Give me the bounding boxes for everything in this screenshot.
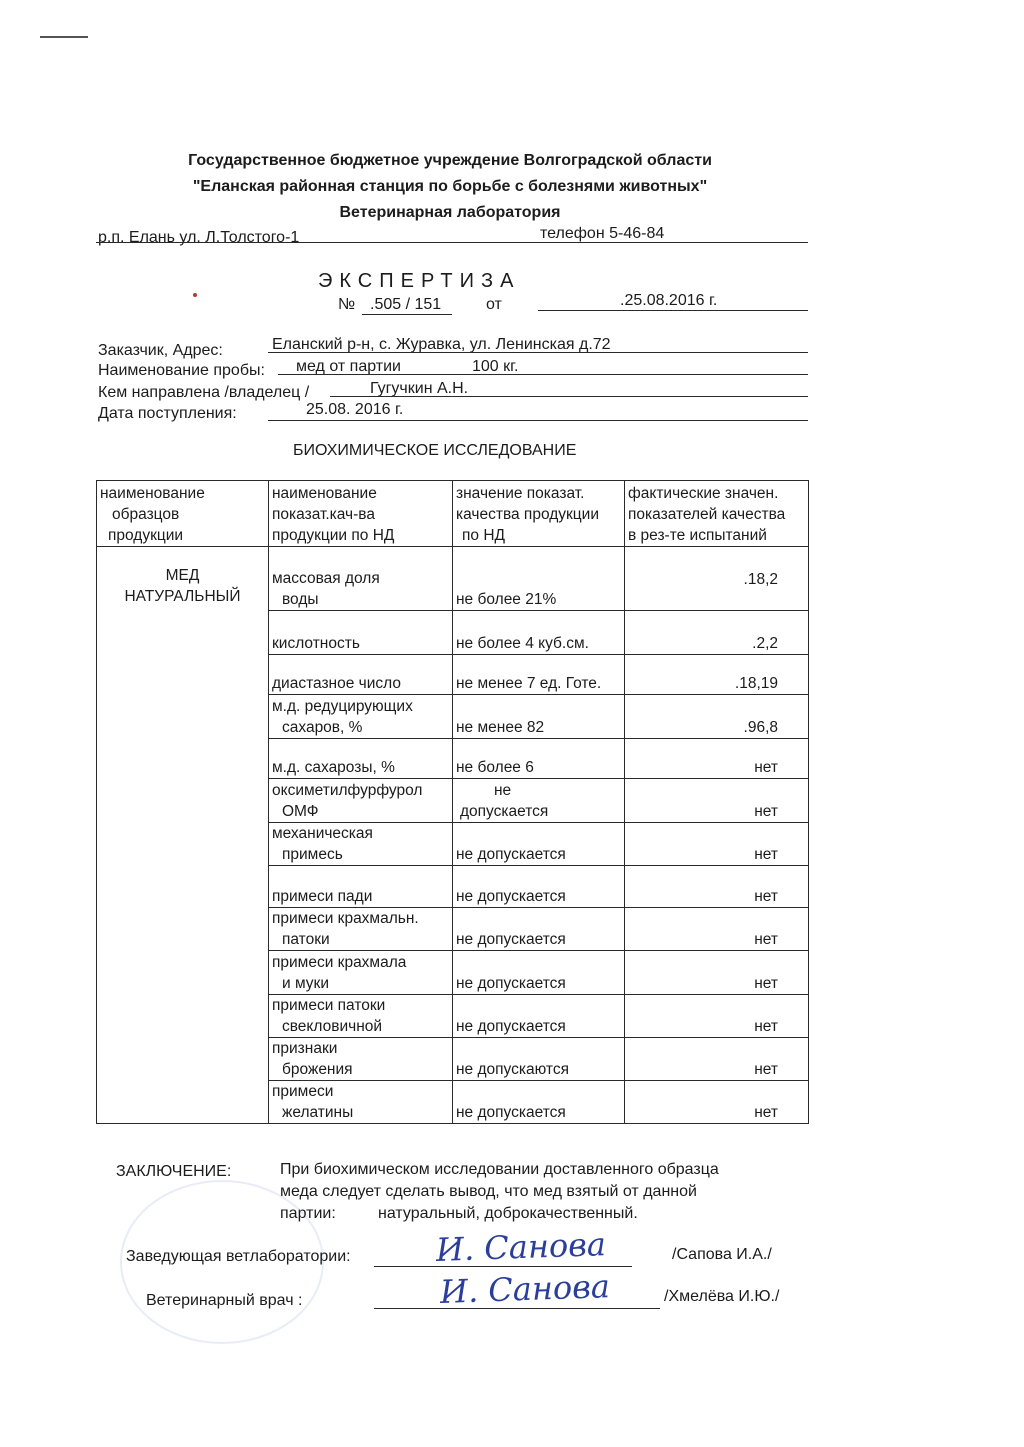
doc-date: .25.08.2016 г. xyxy=(620,292,718,309)
result-cell: .2,2 xyxy=(625,611,809,655)
customer-label: Заказчик, Адрес: xyxy=(98,342,223,359)
indicator-cell: кислотность xyxy=(269,611,453,655)
header-cell-norm: значение показат. качества продукции по НД xyxy=(453,481,625,547)
indicator-cell: признаки брожения xyxy=(269,1038,453,1081)
norm-cell: не допускается xyxy=(453,908,625,951)
doc-number: .505 / 151 xyxy=(370,296,442,313)
header-cell-sample: наименование образцов продукции xyxy=(97,481,269,547)
result-cell: нет xyxy=(625,779,809,823)
received-rule xyxy=(268,420,808,421)
result-cell: нет xyxy=(625,951,809,995)
head-signature: И. Санова xyxy=(435,1225,607,1269)
norm-cell: не более 4 куб.см. xyxy=(453,611,625,655)
norm-cell: не допускается xyxy=(453,866,625,908)
received-label: Дата поступления: xyxy=(98,405,237,422)
result-cell: .18,19 xyxy=(625,655,809,695)
norm-cell: не менее 82 xyxy=(453,695,625,739)
result-cell: нет xyxy=(625,995,809,1038)
indicator-cell: массовая доля воды xyxy=(269,547,453,611)
sample-rule xyxy=(278,374,808,375)
indicator-cell: диастазное число xyxy=(269,655,453,695)
conclusion-line-3-b: натуральный, доброкачественный. xyxy=(378,1205,638,1222)
org-phone: телефон 5-46-84 xyxy=(540,225,665,242)
norm-cell: не менее 7 ед. Готе. xyxy=(453,655,625,695)
org-line-2: "Еланская районная станция по борьбе с болезнями животных" xyxy=(192,178,708,195)
table-header-row xyxy=(97,481,809,547)
norm-cell: не допускаются xyxy=(453,1038,625,1081)
indicator-cell: м.д. редуцирующих сахаров, % xyxy=(269,695,453,739)
results-table xyxy=(96,480,809,1124)
conclusion-line-2: меда следует сделать вывод, что мед взятый от данной xyxy=(280,1183,697,1200)
vet-label: Ветеринарный врач : xyxy=(146,1292,303,1309)
indicator-cell: м.д. сахарозы, % xyxy=(269,739,453,779)
result-cell: нет xyxy=(625,908,809,951)
norm-cell: не более 21% xyxy=(453,547,625,611)
table-row xyxy=(97,547,809,611)
indicator-cell: примеси крахмальн. патоки xyxy=(269,908,453,951)
indicator-cell: примеси патоки свекловичной xyxy=(269,995,453,1038)
indicator-cell: механическая примесь xyxy=(269,823,453,866)
org-line-3: Ветеринарная лаборатория xyxy=(339,204,561,221)
sample-qty: 100 кг. xyxy=(472,358,519,375)
scan-dot xyxy=(193,293,197,297)
org-line-1: Государственное бюджетное учреждение Волгоградской области xyxy=(188,152,712,169)
received-value: 25.08. 2016 г. xyxy=(306,401,404,418)
scan-mark xyxy=(40,36,88,38)
doc-title: ЭКСПЕРТИЗА xyxy=(318,270,521,292)
customer-rule xyxy=(268,352,808,353)
sender-label: Кем направлена /владелец / xyxy=(98,384,310,401)
sample-value: мед от партии xyxy=(296,358,401,375)
doc-date-label: от xyxy=(486,296,502,313)
norm-cell: не допускается xyxy=(453,823,625,866)
header-cell-result: фактические значен. показателей качества в рез-те испытаний xyxy=(625,481,809,547)
head-name: /Сапова И.А./ xyxy=(672,1246,772,1263)
sample-name-cell: МЕД НАТУРАЛЬНЫЙ xyxy=(97,547,269,1124)
norm-cell: не допускается xyxy=(453,951,625,995)
result-cell: .18,2 xyxy=(625,547,809,611)
result-cell: нет xyxy=(625,1081,809,1124)
doc-number-rule xyxy=(362,314,452,315)
result-cell: нет xyxy=(625,866,809,908)
norm-cell: не допускается xyxy=(453,1081,625,1124)
customer-value: Еланский р-н, с. Журавка, ул. Ленинская д.72 xyxy=(272,336,611,353)
result-cell: нет xyxy=(625,823,809,866)
result-cell: нет xyxy=(625,1038,809,1081)
indicator-cell: примеси пади xyxy=(269,866,453,908)
vet-signature: И. Санова xyxy=(439,1267,611,1311)
doc-date-rule xyxy=(538,310,808,311)
result-cell: нет xyxy=(625,739,809,779)
indicator-cell: примеси крахмала и муки xyxy=(269,951,453,995)
norm-cell: не более 6 xyxy=(453,739,625,779)
head-label: Заведующая ветлаборатории: xyxy=(126,1248,351,1265)
sender-value: Гугучкин А.Н. xyxy=(370,380,469,397)
result-cell: .96,8 xyxy=(625,695,809,739)
sample-label: Наименование пробы: xyxy=(98,362,265,379)
conclusion-line-3-a: партии: xyxy=(280,1205,336,1222)
norm-cell: не допускается xyxy=(453,995,625,1038)
org-address: р.п. Елань ул. Л.Толстого-1 xyxy=(98,229,300,246)
vet-name: /Хмелёва И.Ю./ xyxy=(664,1288,780,1305)
header-cell-indicator: наименование показат.кач-ва продукции по НД xyxy=(269,481,453,547)
indicator-cell: оксиметилфурфурол ОМФ xyxy=(269,779,453,823)
doc-num-label: № xyxy=(338,296,356,313)
sender-rule xyxy=(330,396,808,397)
section-title: БИОХИМИЧЕСКОЕ ИССЛЕДОВАНИЕ xyxy=(293,442,577,459)
indicator-cell: примеси желатины xyxy=(269,1081,453,1124)
header-rule xyxy=(96,242,808,243)
norm-cell: не допускается xyxy=(453,779,625,823)
conclusion-label: ЗАКЛЮЧЕНИЕ: xyxy=(116,1163,232,1180)
conclusion-line-1: При биохимическом исследовании доставленного образца xyxy=(280,1161,719,1178)
